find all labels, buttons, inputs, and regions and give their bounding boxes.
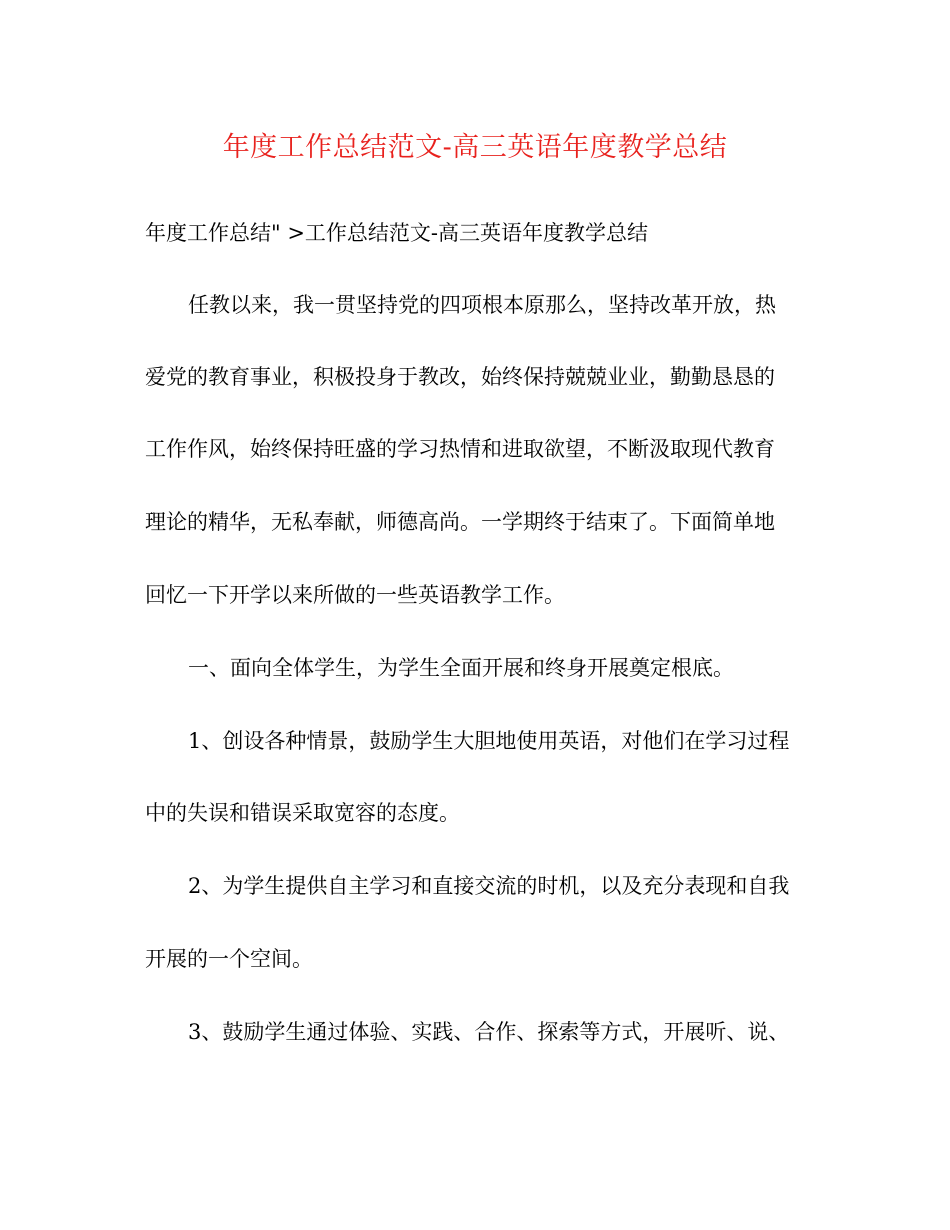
list-item-line: 开展的一个空间。: [145, 947, 313, 971]
paragraph-line: 工作作风，始终保持旺盛的学习热情和进取欲望，不断汲取现代教育: [145, 437, 775, 461]
list-item-line: 2、为学生提供自主学习和直接交流的时机，以及充分表现和自我: [188, 874, 790, 898]
section-heading: 一、面向全体学生，为学生全面开展和终身开展奠定根底。: [188, 656, 734, 680]
paragraph-line: 任教以来，我一贯坚持党的四项根本原那么，坚持改革开放，热: [188, 293, 776, 317]
paragraph-line: 回忆一下开学以来所做的一些英语教学工作。: [145, 583, 565, 607]
paragraph-line: 爱党的教育事业，积极投身于教改，始终保持兢兢业业，勤勤恳恳的: [145, 365, 775, 389]
document-title: 年度工作总结范文-高三英语年度教学总结: [222, 132, 728, 163]
paragraph-line: 理论的精华，无私奉献，师德高尚。一学期终于结束了。下面简单地: [145, 510, 775, 534]
list-item-line: 1、创设各种情景，鼓励学生大胆地使用英语，对他们在学习过程: [188, 729, 790, 753]
list-item-line: 3、鼓励学生通过体验、实践、合作、探索等方式，开展听、说、: [188, 1020, 790, 1044]
list-item-line: 中的失误和错误采取宽容的态度。: [145, 801, 460, 825]
breadcrumb-line: 年度工作总结" >工作总结范文-高三英语年度教学总结: [145, 221, 649, 245]
